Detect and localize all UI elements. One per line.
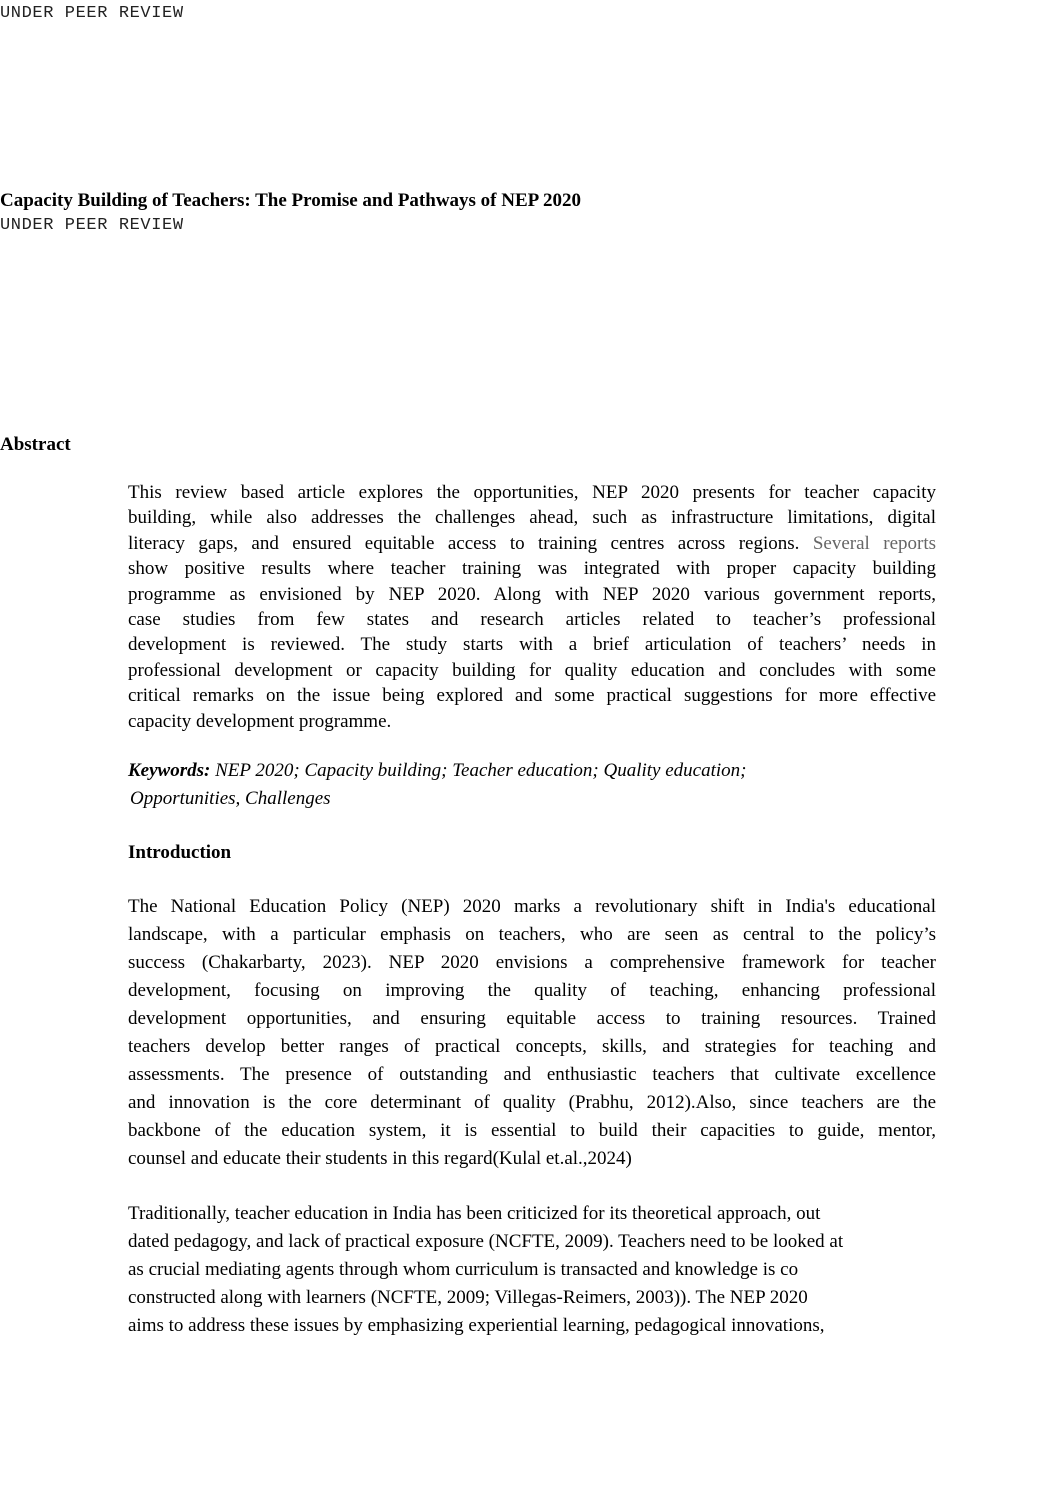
- paragraph-line: development opportunities, and ensuring equitable access to training resources. Trained: [128, 1008, 936, 1029]
- paragraph-line: landscape, with a particular emphasis on teachers, who are seen as central to the policy’s: [128, 924, 936, 945]
- paragraph-line-rest: , teacher education in India has been criticized for its theoretical approach, out: [225, 1203, 821, 1224]
- paragraph-line: [128, 1200, 936, 1228]
- abstract-line: professional development or capacity building for quality education and concludes with some: [128, 659, 936, 681]
- introduction-heading: Introduction: [128, 842, 232, 863]
- paragraph-line: backbone of the education system, it is essential to build their capacities to guide, mentor,: [128, 1120, 936, 1141]
- paragraph-line: counsel and educate their students in this regard(Kulal et.al.,2024): [128, 1148, 632, 1169]
- highlighted-text: Several reports: [812, 532, 937, 554]
- paragraph-line: assessments. The presence of outstanding and enthusiastic teachers that cultivate excellence: [128, 1064, 936, 1085]
- abstract-line: development is reviewed. The study starts with a brief articulation of teachers’ needs in: [128, 634, 936, 656]
- keywords-label: Keywords:: [128, 760, 211, 781]
- abstract-line: This review based article explores the opportunities, NEP 2020 presents for teacher capacity: [128, 482, 936, 503]
- paragraph-line: development, focusing on improving the quality of teaching, enhancing professional: [128, 980, 936, 1001]
- abstract-text: [128, 480, 936, 734]
- paragraph-first-word: Traditionally: [128, 1203, 226, 1224]
- abstract-line: programme as envisioned by NEP 2020. Along with NEP 2020 various government reports,: [128, 583, 936, 605]
- abstract-line: show positive results where teacher training was integrated with proper capacity building: [128, 558, 936, 580]
- introduction-paragraph-1: [128, 893, 936, 1173]
- abstract-line: critical remarks on the issue being explored and some practical suggestions for more effective: [128, 685, 936, 707]
- watermark-top: UNDER PEER REVIEW: [0, 4, 184, 23]
- keywords-text: NEP 2020; Capacity building; Teacher education; Quality education;: [215, 760, 747, 781]
- paragraph-line: and innovation is the core determinant of quality (Prabhu, 2012).Also, since teachers are the: [128, 1092, 936, 1113]
- abstract-line: capacity development programme.: [128, 710, 392, 732]
- keywords-line-2: Opportunities, Challenges: [130, 788, 331, 809]
- paragraph-line: dated pedagogy, and lack of practical exposure (NCFTE, 2009). Teachers need to be looked at: [128, 1231, 844, 1252]
- paragraph-line: teachers develop better ranges of practical concepts, skills, and strategies for teaching and: [128, 1036, 936, 1057]
- abstract-line-text: literacy gaps, and ensured equitable access to training centres across regions.: [128, 532, 800, 554]
- abstract-heading: Abstract: [0, 434, 71, 455]
- paragraph-line: aims to address these issues by emphasizing experiential learning, pedagogical innovations,: [128, 1315, 825, 1336]
- abstract-line: building, while also addresses the challenges ahead, such as infrastructure limitations, digital: [128, 507, 936, 529]
- keywords-line-1: [128, 757, 746, 785]
- paragraph-line: constructed along with learners (NCFTE, 2009; Villegas-Reimers, 2003)). The NEP 2020: [128, 1287, 808, 1308]
- paragraph-line: as crucial mediating agents through whom curriculum is transacted and knowledge is co: [128, 1259, 799, 1280]
- paragraph-line: The National Education Policy (NEP) 2020 marks a revolutionary shift in India's educational: [128, 896, 936, 917]
- abstract-line: [128, 531, 936, 556]
- watermark-under-title: UNDER PEER REVIEW: [0, 216, 184, 235]
- introduction-paragraph-2: [128, 1200, 936, 1340]
- abstract-line: case studies from few states and research articles related to teacher’s professional: [128, 608, 936, 630]
- paragraph-line: success (Chakarbarty, 2023). NEP 2020 envisions a comprehensive framework for teacher: [128, 952, 936, 973]
- paper-title: Capacity Building of Teachers: The Promise and Pathways of NEP 2020: [0, 190, 581, 211]
